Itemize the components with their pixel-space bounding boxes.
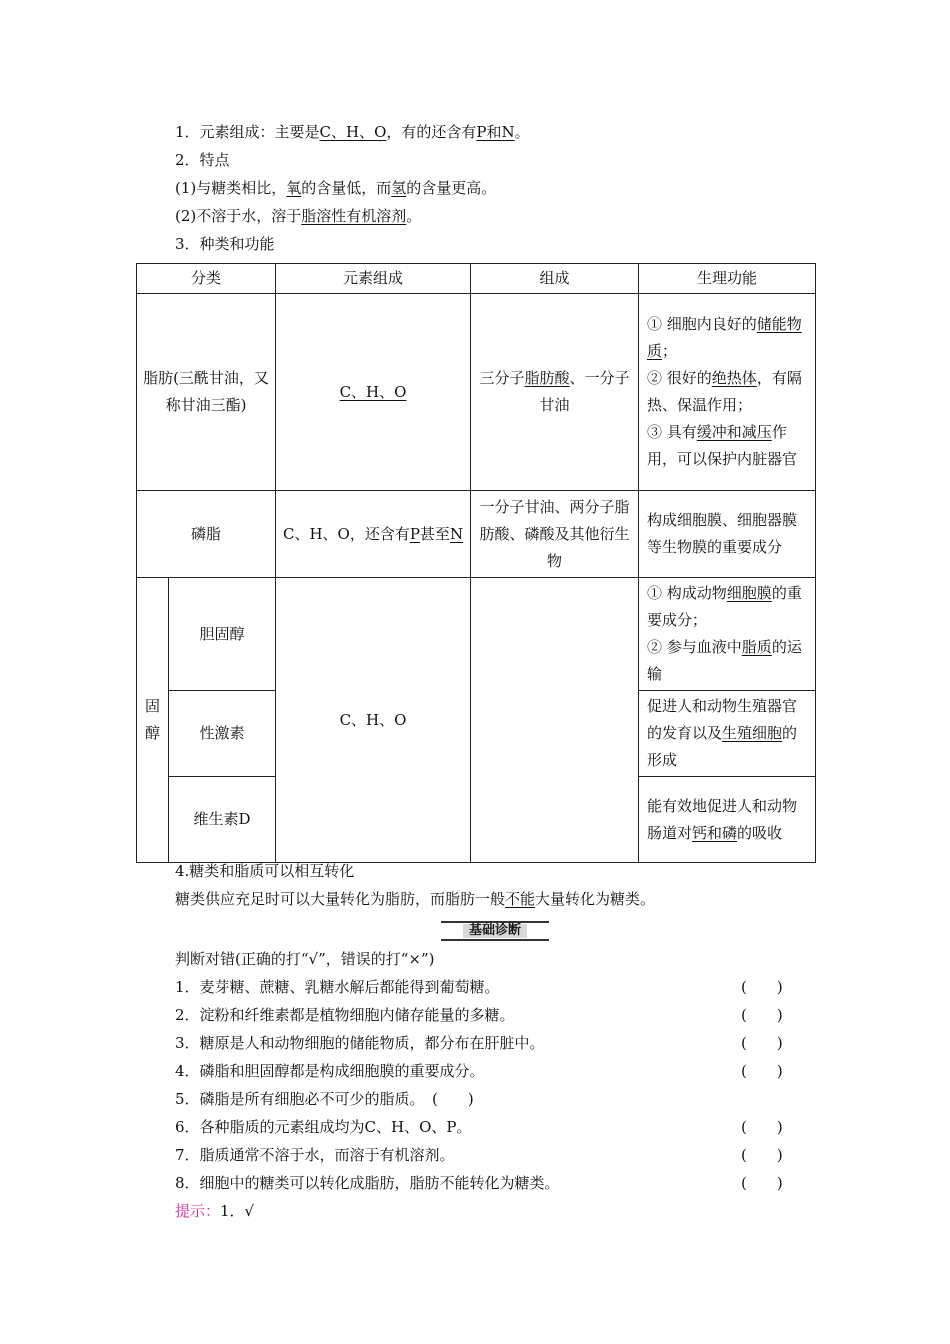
header-function: 生理功能 (639, 264, 816, 294)
conversion-heading: 4.糖类和脂质可以相互转化 (175, 862, 355, 880)
answer-blank-8: ( ) (741, 1174, 783, 1192)
cholesterol-function: ① 构成动物细胞膜的重要成分； ② 参与血液中脂质的运输 (639, 578, 816, 691)
cholesterol-name: 胆固醇 (169, 578, 276, 691)
answer-blank-4: ( ) (741, 1062, 783, 1080)
vitamin-d-function: 能有效地促进人和动物肠道对钙和磷的吸收 (639, 777, 816, 863)
sterol-composition (471, 578, 639, 863)
phospholipid-name: 磷脂 (137, 491, 276, 578)
question-8: 8．细胞中的糖类可以转化成脂肪，脂肪不能转化为糖类。 (175, 1174, 560, 1192)
basic-diagnosis-badge: 基础诊断 (441, 921, 549, 941)
sex-hormone-name: 性激素 (169, 691, 276, 777)
fat-composition: 三分子脂肪酸、一分子甘油 (471, 294, 639, 491)
types-heading: 3．种类和功能 (175, 235, 275, 253)
table-row-phospholipid (137, 491, 816, 578)
table-header-row (137, 264, 816, 294)
lipid-types-table (136, 263, 816, 863)
sex-hormone-function: 促进人和动物生殖器官的发育以及生殖细胞的形成 (639, 691, 816, 777)
question-2: 2．淀粉和纤维素都是植物细胞内储存能量的多糖。 (175, 1006, 515, 1024)
feature-2: (2)不溶于水，溶于脂溶性有机溶剂。 (175, 207, 422, 225)
sterol-elements: C、H、O (276, 578, 471, 863)
element-composition-line: 1．元素组成：主要是C、H、O，有的还含有P和N。 (175, 123, 530, 141)
question-1: 1．麦芽糖、蔗糖、乳糖水解后都能得到葡萄糖。 (175, 978, 500, 996)
hint-line (175, 1201, 254, 1221)
phospholipid-composition: 一分子甘油、两分子脂肪酸、磷酸及其他衍生物 (471, 491, 639, 578)
table-row-cholesterol (137, 578, 816, 691)
feature-1: (1)与糖类相比，氧的含量低，而氢的含量更高。 (175, 179, 497, 197)
sterol-group-label: 固醇 (137, 578, 169, 863)
phospholipid-function: 构成细胞膜、细胞器膜等生物膜的重要成分 (639, 491, 816, 578)
answer-blank-7: ( ) (741, 1146, 783, 1164)
phospholipid-elements: C、H、O，还含有P甚至N (276, 491, 471, 578)
conversion-text: 糖类供应充足时可以大量转化为脂肪，而脂肪一般不能大量转化为糖类。 (175, 890, 656, 908)
header-elements: 元素组成 (276, 264, 471, 294)
diagnosis-intro: 判断对错(正确的打“√”，错误的打“×”) (175, 950, 435, 968)
header-composition: 组成 (471, 264, 639, 294)
hint-label: 提示： (175, 1202, 221, 1220)
features-heading: 2．特点 (175, 151, 230, 169)
fat-elements: C、H、O (276, 294, 471, 491)
question-7: 7．脂质通常不溶于水，而溶于有机溶剂。 (175, 1146, 455, 1164)
answer-blank-6: ( ) (741, 1118, 783, 1136)
question-4: 4．磷脂和胆固醇都是构成细胞膜的重要成分。 (175, 1062, 485, 1080)
vitamin-d-name: 维生素D (169, 777, 276, 863)
question-3: 3．糖原是人和动物细胞的储能物质，都分布在肝脏中。 (175, 1034, 545, 1052)
fat-name: 脂肪(三酰甘油，又称甘油三酯) (137, 294, 276, 491)
table-row-fat (137, 294, 816, 491)
fat-function: ① 细胞内良好的储能物质； ② 很好的绝热体，有隔热、保温作用； ③ 具有缓冲和减压作用，可以保护内脏器官 (639, 294, 816, 491)
answer-blank-3: ( ) (741, 1034, 783, 1052)
answer-blank-2: ( ) (741, 1006, 783, 1024)
header-category: 分类 (137, 264, 276, 294)
hint-value: 1．√ (220, 1202, 255, 1220)
question-6: 6．各种脂质的元素组成均为C、H、O、P。 (175, 1118, 472, 1136)
question-5: 5．磷脂是所有细胞必不可少的脂质。 ( ) (175, 1090, 474, 1108)
answer-blank-1: ( ) (741, 978, 783, 996)
